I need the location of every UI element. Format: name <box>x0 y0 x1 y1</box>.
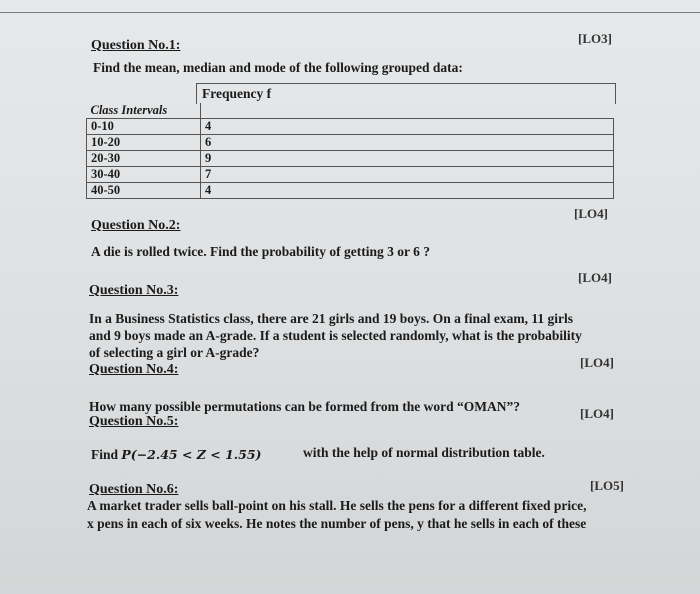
freq-cell: 7 <box>201 167 614 183</box>
q2-text: A die is rolled twice. Find the probability of getting 3 or 6 ? <box>91 244 431 259</box>
q5-formula: P(−2.45 < Z < 1.55) <box>121 447 262 462</box>
q4-text: How many possible permutations can be formed from the word “OMAN”? <box>89 399 520 414</box>
q5-lo: [LO4] <box>580 406 614 421</box>
freq-cell: 4 <box>201 183 614 199</box>
table-row <box>87 119 614 135</box>
freq-cell: 4 <box>201 119 614 135</box>
q5-prefix: Find <box>91 447 122 462</box>
interval-cell: 0-10 <box>87 119 201 135</box>
grouped-data-table <box>86 103 614 199</box>
q3-lo: [LO4] <box>578 270 612 285</box>
freq-cell: 9 <box>201 151 614 167</box>
q5-title: Question No.5: <box>89 414 179 429</box>
interval-cell: 40-50 <box>87 183 201 199</box>
freq-header-cell <box>201 103 614 119</box>
q3-title: Question No.3: <box>89 283 179 298</box>
frequency-header: Frequency f <box>202 86 272 101</box>
table-row <box>87 135 614 151</box>
q3-line-1: In a Business Statistics class, there are 21 girls and 19 boys. On a final exam, 11 girls <box>89 311 574 326</box>
table-row <box>87 183 614 199</box>
q3-line-3: of selecting a girl or A-grade? <box>89 345 260 360</box>
class-intervals-header: Class Intervals <box>87 103 201 119</box>
interval-cell: 10-20 <box>87 135 201 151</box>
q1-text: Find the mean, median and mode of the following grouped data: <box>93 60 463 75</box>
q6-line-1: A market trader sells ball-point on his stall. He sells the pens for a different fixed price, <box>87 498 587 513</box>
q3-line-2: and 9 boys made an A-grade. If a student is selected randomly, what is the probability <box>89 328 582 343</box>
table-row <box>87 151 614 167</box>
top-rule <box>0 12 700 13</box>
table-header-row <box>87 103 614 119</box>
q5-text <box>91 447 261 463</box>
table-row <box>87 167 614 183</box>
q4-title: Question No.4: <box>89 362 179 377</box>
freq-cell: 6 <box>201 135 614 151</box>
q6-title: Question No.6: <box>89 482 179 497</box>
q1-title: Question No.1: <box>91 38 181 53</box>
q6-lo: [LO5] <box>590 478 624 493</box>
interval-cell: 30-40 <box>87 167 201 183</box>
interval-cell: 20-30 <box>87 151 201 167</box>
q2-title: Question No.2: <box>91 218 181 233</box>
q6-line-2: x pens in each of six weeks. He notes the number of pens, y that he sells in each of these <box>87 516 587 531</box>
q4-lo: [LO4] <box>580 355 614 370</box>
q2-lo: [LO4] <box>574 206 608 221</box>
q1-lo: [LO3] <box>578 31 612 46</box>
q5-suffix: with the help of normal distribution table. <box>303 445 545 460</box>
